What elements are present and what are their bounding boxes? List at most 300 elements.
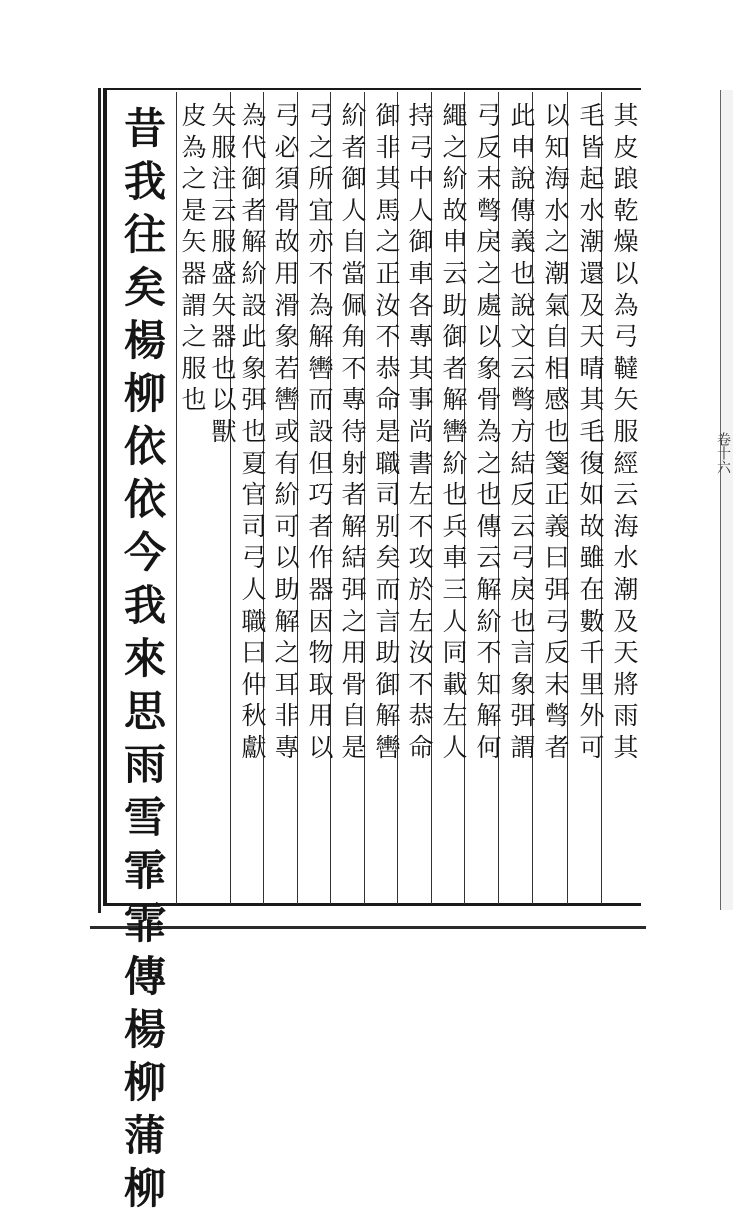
character: 相 (544, 353, 570, 383)
character: 紒 (442, 164, 468, 194)
character: 必 (274, 132, 300, 162)
character: 云 (613, 480, 639, 510)
character: 解 (442, 385, 468, 415)
character: 還 (579, 258, 605, 288)
character: 此 (510, 101, 536, 130)
volume-mark: 卷十六 (715, 432, 731, 474)
character: 解 (375, 701, 401, 731)
character: 方 (510, 416, 536, 446)
character: 皮 (613, 132, 639, 162)
character: 助 (375, 638, 401, 668)
character: 以 (211, 385, 237, 415)
character: 象 (510, 669, 536, 699)
character: 之 (442, 132, 468, 162)
character: 獻 (241, 732, 267, 762)
character: 不 (341, 353, 367, 383)
character: 設 (308, 416, 334, 446)
character: 載 (442, 669, 468, 699)
character: 不 (375, 322, 401, 352)
character: 車 (408, 258, 434, 288)
character: 霏 (123, 899, 166, 948)
character: 正 (375, 258, 401, 288)
commentary-column (372, 100, 404, 763)
character: 解 (476, 701, 502, 731)
character: 命 (408, 732, 434, 762)
character: 矢 (181, 227, 207, 257)
character: 反 (476, 132, 502, 162)
character: 云 (510, 353, 536, 383)
character: 弓 (274, 101, 300, 130)
character: 也 (476, 480, 502, 510)
character: 弓 (241, 543, 267, 573)
character: 不 (408, 669, 434, 699)
character: 者 (308, 511, 334, 541)
character: 代 (241, 132, 267, 162)
character: 反 (510, 480, 536, 510)
character: 知 (476, 669, 502, 699)
character: 弓 (308, 101, 334, 130)
character: 御 (375, 101, 401, 130)
character: 感 (544, 385, 570, 415)
character: 專 (341, 385, 367, 415)
commentary-column (439, 100, 471, 763)
commentary-column (305, 100, 337, 763)
character: 以 (476, 322, 502, 352)
character: 用 (341, 638, 367, 668)
character: 弭 (341, 574, 367, 604)
character: 處 (476, 290, 502, 320)
character: 司 (241, 511, 267, 541)
character: 毛 (579, 101, 605, 130)
character: 為 (476, 416, 502, 446)
character: 弓 (544, 606, 570, 636)
character: 天 (579, 322, 605, 352)
character: 取 (308, 669, 334, 699)
character: 夏 (241, 448, 267, 478)
character: 骨 (476, 385, 502, 415)
character: 氣 (544, 290, 570, 320)
character: 服 (211, 227, 237, 257)
character: 海 (613, 511, 639, 541)
character: 服 (181, 353, 207, 383)
character: 耳 (274, 669, 300, 699)
character: 車 (442, 543, 468, 573)
character: 傳 (476, 511, 502, 541)
character: 專 (274, 732, 300, 762)
character: 者 (341, 132, 367, 162)
character: 云 (442, 258, 468, 288)
character: 同 (442, 638, 468, 668)
character: 若 (274, 353, 300, 383)
character: 蒲 (123, 1111, 166, 1160)
character: 矢 (211, 101, 237, 130)
character: 依 (123, 422, 166, 471)
character: 須 (274, 164, 300, 194)
character: 注 (211, 164, 237, 194)
character: 其 (375, 164, 401, 194)
character: 不 (408, 511, 434, 541)
character: 矢 (211, 290, 237, 320)
character: 中 (408, 164, 434, 194)
character: 申 (442, 227, 468, 257)
character: 也 (544, 416, 570, 446)
character: 柳 (123, 1164, 166, 1213)
character: 轡 (442, 416, 468, 446)
character: 骨 (341, 669, 367, 699)
character: 助 (442, 290, 468, 320)
character: 弭 (510, 701, 536, 731)
character: 左 (408, 480, 434, 510)
character: 皆 (579, 132, 605, 162)
character: 之 (308, 132, 334, 162)
character: 不 (476, 638, 502, 668)
character: 者 (442, 353, 468, 383)
character: 設 (241, 290, 267, 320)
character: 之 (375, 227, 401, 257)
character: 御 (341, 164, 367, 194)
character: 水 (613, 543, 639, 573)
character: 者 (341, 480, 367, 510)
character: 當 (341, 258, 367, 288)
character: 及 (613, 606, 639, 636)
character: 故 (579, 511, 605, 541)
character: 故 (274, 227, 300, 257)
character: 彆 (510, 385, 536, 415)
character: 往 (123, 210, 166, 259)
character: 言 (375, 606, 401, 636)
character: 象 (476, 353, 502, 383)
character: 我 (123, 581, 166, 630)
character: 職 (241, 606, 267, 636)
character: 角 (341, 322, 367, 352)
character: 可 (274, 511, 300, 541)
character: 之 (341, 606, 367, 636)
character: 雖 (579, 543, 605, 573)
character: 之 (476, 258, 502, 288)
character: 說 (510, 290, 536, 320)
character: 人 (241, 574, 267, 604)
character: 獸 (211, 416, 237, 446)
character: 燥 (613, 227, 639, 257)
character: 乾 (613, 195, 639, 225)
character: 經 (613, 448, 639, 478)
character: 也 (442, 480, 468, 510)
character: 兵 (442, 511, 468, 541)
character: 以 (308, 732, 334, 762)
character: 不 (308, 258, 334, 288)
character: 自 (341, 227, 367, 257)
character: 左 (442, 701, 468, 731)
character: 者 (544, 732, 570, 762)
character: 用 (274, 258, 300, 288)
character: 滑 (274, 290, 300, 320)
character: 弓 (476, 101, 502, 130)
character: 楊 (123, 316, 166, 365)
character: 或 (274, 416, 300, 446)
character: 解 (476, 574, 502, 604)
character: 謂 (181, 290, 207, 320)
character: 是 (341, 732, 367, 762)
character: 所 (308, 164, 334, 194)
character: 天 (613, 638, 639, 668)
character: 人 (442, 606, 468, 636)
commentary-column (610, 100, 642, 763)
character: 於 (408, 574, 434, 604)
character: 何 (476, 732, 502, 762)
character: 宜 (308, 195, 334, 225)
character: 外 (579, 701, 605, 731)
character: 云 (211, 195, 237, 225)
character: 而 (308, 385, 334, 415)
character: 解 (341, 511, 367, 541)
character: 為 (241, 101, 267, 130)
commentary-column (338, 100, 370, 763)
character: 里 (579, 669, 605, 699)
character: 作 (308, 543, 334, 573)
character: 其 (579, 385, 605, 415)
character: 非 (375, 132, 401, 162)
character: 韃 (613, 353, 639, 383)
character: 器 (211, 322, 237, 352)
character: 三 (442, 574, 468, 604)
character: 象 (274, 322, 300, 352)
character: 是 (181, 195, 207, 225)
character: 非 (274, 701, 300, 731)
page-edge (720, 90, 733, 910)
character: 如 (579, 480, 605, 510)
character: 射 (341, 448, 367, 478)
character: 霏 (123, 846, 166, 895)
character: 云 (510, 511, 536, 541)
character: 數 (579, 606, 605, 636)
character: 反 (544, 638, 570, 668)
character: 以 (613, 258, 639, 288)
character: 盛 (211, 258, 237, 288)
character: 而 (375, 574, 401, 604)
character: 恭 (375, 353, 401, 383)
character: 紒 (341, 101, 367, 130)
character: 晴 (579, 353, 605, 383)
character: 御 (408, 227, 434, 257)
character: 馬 (375, 195, 401, 225)
character: 書 (408, 448, 434, 478)
character: 也 (211, 353, 237, 383)
character: 昔 (123, 104, 166, 153)
character: 為 (613, 290, 639, 320)
main-text-column (118, 102, 172, 1215)
character: 人 (341, 195, 367, 225)
character: 轡 (308, 353, 334, 383)
character: 曰 (241, 638, 267, 668)
character: 人 (408, 195, 434, 225)
character: 弭 (544, 574, 570, 604)
character: 文 (510, 322, 536, 352)
character: 及 (579, 290, 605, 320)
character: 仲 (241, 669, 267, 699)
character: 也 (510, 258, 536, 288)
character: 雪 (123, 793, 166, 842)
character: 皮 (181, 101, 207, 130)
character: 御 (375, 669, 401, 699)
character: 之 (476, 448, 502, 478)
character: 服 (211, 132, 237, 162)
character: 者 (241, 195, 267, 225)
character: 我 (123, 157, 166, 206)
character: 專 (408, 322, 434, 352)
character: 解 (274, 606, 300, 636)
character: 事 (408, 385, 434, 415)
character: 恭 (408, 701, 434, 731)
character: 海 (544, 164, 570, 194)
character: 待 (341, 416, 367, 446)
character: 曰 (544, 543, 570, 573)
character: 巧 (308, 480, 334, 510)
character: 弓 (613, 322, 639, 352)
character: 將 (613, 669, 639, 699)
character: 轡 (274, 385, 300, 415)
character: 為 (181, 132, 207, 162)
character: 結 (341, 543, 367, 573)
character: 戾 (510, 574, 536, 604)
character: 司 (375, 480, 401, 510)
character: 器 (308, 574, 334, 604)
character: 復 (579, 448, 605, 478)
character: 末 (544, 669, 570, 699)
character: 踉 (613, 164, 639, 194)
character: 人 (442, 732, 468, 762)
character: 也 (241, 416, 267, 446)
character: 言 (510, 638, 536, 668)
commentary-column (271, 100, 303, 763)
character: 說 (510, 164, 536, 194)
character: 戾 (476, 227, 502, 257)
character: 以 (274, 543, 300, 573)
commentary-column (541, 100, 573, 763)
character: 潮 (579, 227, 605, 257)
character: 持 (408, 101, 434, 130)
frame-left-border (98, 88, 101, 913)
character: 紒 (241, 258, 267, 288)
character: 尚 (408, 416, 434, 446)
character: 汝 (408, 638, 434, 668)
character: 今 (123, 528, 166, 577)
character: 御 (442, 322, 468, 352)
character: 矣 (123, 263, 166, 312)
character: 為 (308, 290, 334, 320)
character: 弓 (408, 132, 434, 162)
character: 起 (579, 164, 605, 194)
character: 來 (123, 634, 166, 683)
character: 各 (408, 290, 434, 320)
character: 攻 (408, 543, 434, 573)
character: 骨 (274, 195, 300, 225)
character: 佩 (341, 290, 367, 320)
character: 毛 (579, 416, 605, 446)
character: 别 (375, 511, 401, 541)
frame-bottom-border (90, 926, 646, 929)
character: 雨 (613, 701, 639, 731)
character: 彆 (476, 195, 502, 225)
character: 申 (510, 132, 536, 162)
character: 之 (181, 322, 207, 352)
character: 其 (408, 353, 434, 383)
character: 解 (241, 227, 267, 257)
character: 之 (274, 638, 300, 668)
character: 弓 (510, 543, 536, 573)
character: 謂 (510, 732, 536, 762)
character: 傳 (510, 195, 536, 225)
character: 解 (308, 322, 334, 352)
character: 紒 (442, 448, 468, 478)
character: 正 (544, 480, 570, 510)
character: 云 (476, 543, 502, 573)
character: 末 (476, 164, 502, 194)
commentary-column (507, 100, 539, 763)
character: 紒 (476, 606, 502, 636)
character: 矢 (613, 385, 639, 415)
character: 左 (408, 606, 434, 636)
character: 依 (123, 475, 166, 524)
character: 以 (544, 101, 570, 130)
character: 其 (613, 101, 639, 130)
character: 此 (241, 322, 267, 352)
character: 知 (544, 132, 570, 162)
character: 助 (274, 574, 300, 604)
character: 之 (181, 164, 207, 194)
character: 義 (544, 511, 570, 541)
character: 職 (375, 448, 401, 478)
character: 但 (308, 448, 334, 478)
character: 千 (579, 638, 605, 668)
character: 之 (544, 227, 570, 257)
character: 秋 (241, 701, 267, 731)
character: 命 (375, 385, 401, 415)
commentary-column (208, 100, 240, 448)
character: 器 (181, 258, 207, 288)
character: 也 (181, 385, 207, 415)
character: 也 (510, 606, 536, 636)
character: 雨 (123, 740, 166, 789)
character: 故 (442, 195, 468, 225)
character: 官 (241, 480, 267, 510)
character: 紒 (274, 480, 300, 510)
character: 是 (375, 416, 401, 446)
character: 結 (510, 448, 536, 478)
commentary-column (576, 100, 608, 763)
commentary-column (238, 100, 270, 763)
character: 服 (613, 416, 639, 446)
character: 其 (613, 732, 639, 762)
character: 亦 (308, 227, 334, 257)
character: 繩 (442, 101, 468, 130)
character: 潮 (613, 574, 639, 604)
character: 物 (308, 638, 334, 668)
character: 思 (123, 687, 166, 736)
character: 因 (308, 606, 334, 636)
character: 可 (579, 732, 605, 762)
character: 柳 (123, 1058, 166, 1107)
character: 有 (274, 448, 300, 478)
character: 象 (241, 353, 267, 383)
character: 弭 (241, 385, 267, 415)
commentary-column (405, 100, 437, 763)
character: 御 (241, 164, 267, 194)
character: 傳 (123, 952, 166, 1001)
character: 彆 (544, 701, 570, 731)
character: 用 (308, 701, 334, 731)
commentary-column (473, 100, 505, 763)
character: 楊 (123, 1005, 166, 1054)
